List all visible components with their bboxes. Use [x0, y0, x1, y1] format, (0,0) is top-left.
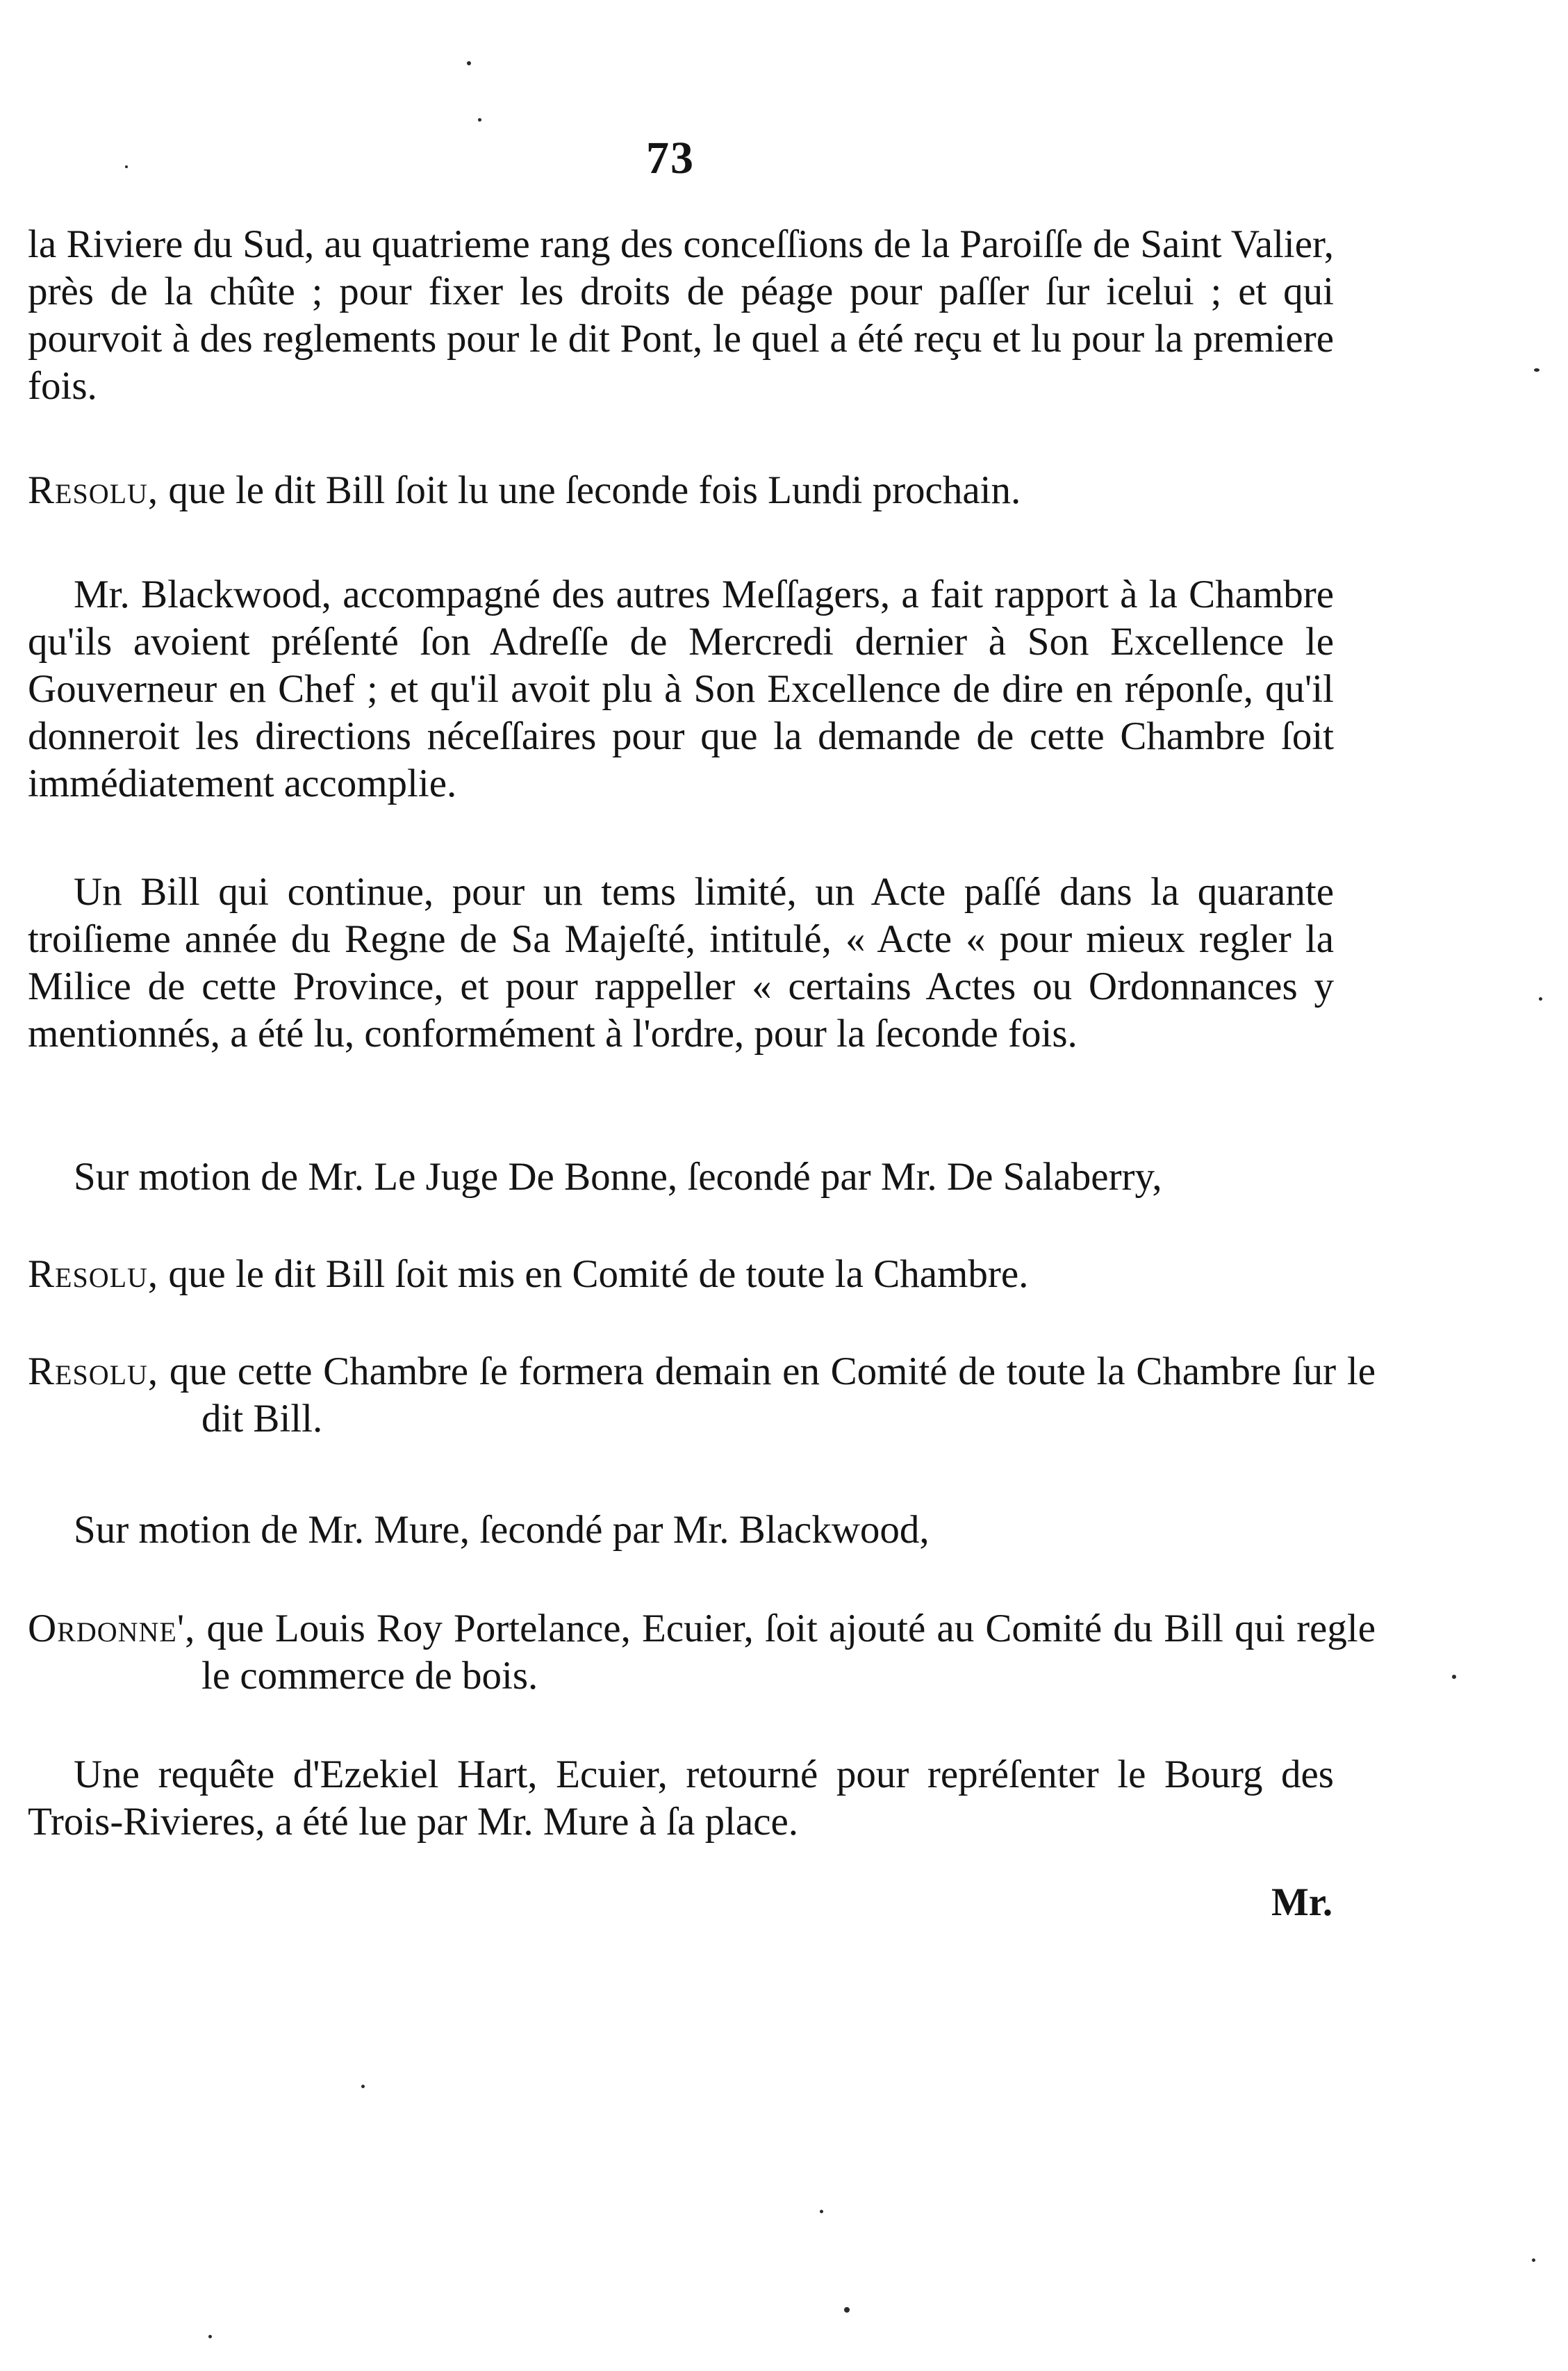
- paragraph-lead: Resolu,: [28, 1252, 159, 1296]
- scan-speck: [844, 2307, 850, 2313]
- paragraph-motion-mure: Sur motion de Mr. Mure, ſecondé par Mr. Blackwood,: [74, 1508, 930, 1552]
- scan-speck: [1452, 1675, 1456, 1679]
- scan-speck: [208, 2335, 212, 2338]
- catchword: Mr.: [1271, 1880, 1333, 1924]
- paragraph-resolution-tomorrow: [28, 1348, 1376, 1443]
- paragraph-text: que le dit Bill ſoit lu une ſeconde fois Lundi prochain.: [158, 468, 1021, 512]
- paragraph-resolution-committee: [28, 1251, 1334, 1298]
- paragraph-bridge-bill: la Riviere du Sud, au quatrieme rang des conceſſions de la Paroiſſe de Saint Valier, près de la chûte ; pour fixer les droits de péage pour paſſer ſur icelui ; et qui pourvoit à des reglements pour le dit Pont, le quel a été reçu et lu pour la premiere fois.: [28, 222, 1334, 408]
- paragraph-lead: Resolu,: [28, 1349, 159, 1393]
- scan-speck: [467, 61, 471, 65]
- paragraph-blackwood-report: Mr. Blackwood, accompagné des autres Meſſagers, a fait rapport à la Chambre qu'ils avoient préſenté ſon Adreſſe de Mercredi dernier à Son Excellence le Gouverneur en Chef ; et qu'il avoit plu à Son Excellence de dire en réponſe, qu'il donneroit les directions néceſſaires pour que la demande de cette Chambre ſoit immédiatement accomplie.: [28, 573, 1334, 805]
- paragraph-resolution-second-reading: [28, 467, 1334, 514]
- paragraph-motion-de-bonne: Sur motion de Mr. Le Juge De Bonne, ſecondé par Mr. De Salaberry,: [74, 1155, 1162, 1199]
- paragraph-militia-bill: Un Bill qui continue, pour un tems limité, un Acte paſſé dans la quarante troiſieme année du Regne de Sa Majeſté, intitulé, « Acte « pour mieux regler la Milice de cette Province, et pour rappeller « certains Actes ou Ordonnances y mentionnés, a été lu, conformément à l'ordre, pour la ſeconde fois.: [28, 870, 1334, 1056]
- scan-speck: [125, 165, 128, 168]
- scan-speck: [1539, 997, 1542, 1001]
- scan-speck: [478, 118, 481, 122]
- paragraph-order-portelance: [28, 1605, 1376, 1700]
- paragraph-text: que le dit Bill ſoit mis en Comité de toute la Chambre.: [158, 1252, 1029, 1296]
- paragraph-text: que Louis Roy Portelance, Ecuier, ſoit ajouté au Comité du Bill qui regle le commerce de bois.: [195, 1607, 1376, 1698]
- scan-speck: [361, 2085, 365, 2088]
- page-number: 73: [646, 133, 695, 183]
- scan-speck: [820, 2210, 823, 2213]
- paragraph-lead: Resolu,: [28, 468, 159, 512]
- paragraph-hart-petition: Une requête d'Ezekiel Hart, Ecuier, retourné pour repréſenter le Bourg des Trois-Rivieres, a été lue par Mr. Mure à ſa place.: [28, 1753, 1334, 1844]
- paragraph-text: que cette Chambre ſe formera demain en Comité de toute la Chambre ſur le dit Bill.: [158, 1349, 1376, 1441]
- paragraph-lead: Ordonne',: [28, 1607, 196, 1650]
- scan-speck: [1534, 368, 1540, 372]
- scan-speck: [1532, 2258, 1535, 2262]
